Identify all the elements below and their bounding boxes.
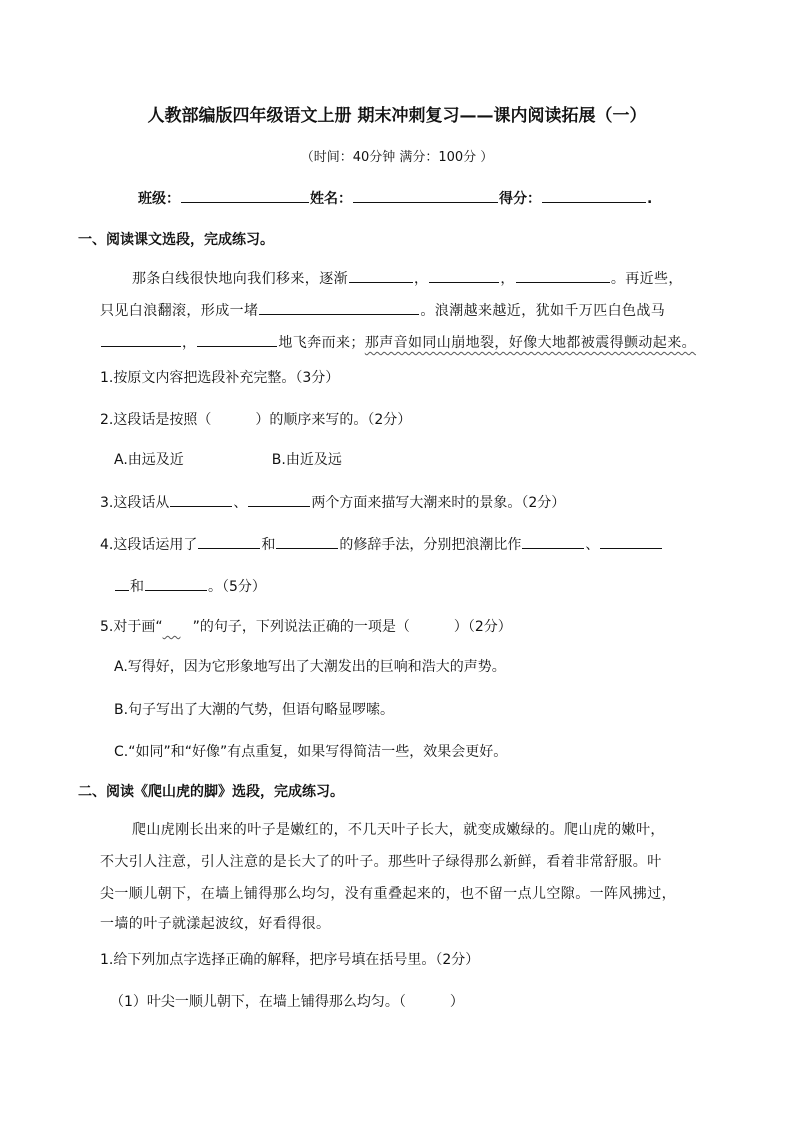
section2-question-1: 1.给下列加点字选择正确的解释，把序号填在括号里。（2分） [100,952,480,968]
question-2-options [114,450,342,470]
question-4 [100,534,663,555]
section2-passage-line-4: 一墙的叶子就漾起波纹，好看得很。 [100,916,331,932]
passage-text: 只见白浪翻滚，形成一堵 [100,303,259,319]
question-text: 、 [233,495,248,511]
class-label: 班级： [138,191,180,207]
student-info-row [138,188,652,209]
section2-heading: 二、阅读《爬山虎的脚》选段，完成练习。 [78,784,344,800]
question-text: 5.对于画“ [100,619,163,635]
page-title: 人教部编版四年级语文上册 期末冲刺复习——课内阅读拓展（一） [147,106,647,126]
passage-blank-2[interactable] [429,268,499,283]
answer-blank[interactable] [115,576,129,591]
question-text: ”的句子，下列说法正确的一项是（ [192,619,410,635]
question-text: 的修辞手法，分别把浪潮比作 [339,537,522,553]
score-field[interactable] [542,188,646,203]
question-text: 2.这段话是按照（ [100,412,212,428]
option-b: B.由近及远 [271,452,342,468]
question-2 [100,410,411,430]
answer-blank[interactable] [600,534,662,549]
answer-blank[interactable] [170,492,232,507]
name-field[interactable] [353,188,498,203]
answer-blank[interactable] [248,492,310,507]
question-text: ） [449,994,464,1010]
question-text: 4.这段话运用了 [100,537,198,553]
question-text: ）（2分） [453,619,512,635]
passage-comma: ， [500,271,515,287]
section2-passage-line-3: 尖一顺儿朝下，在墙上铺得那么均匀，没有重叠起来的，也不留一点儿空隙。一阵风拂过， [100,886,676,902]
section2-passage-line-1: 爬山虎刚长出来的叶子是嫩红的，不几天叶子长大，就变成嫩绿的。爬山虎的嫩叶， [132,822,665,838]
passage-comma: ， [414,271,429,287]
question-text: 和 [130,579,144,595]
answer-blank[interactable] [276,534,338,549]
question-3 [100,492,565,513]
passage-comma: ， [182,335,197,351]
wavy-mark-sample [163,617,193,637]
passage-blank-6[interactable] [197,332,277,347]
question-5-option-a: A.写得好，因为它形象地写出了大潮发出的巨响和浩大的声势。 [114,659,506,675]
section1-passage-line-2 [100,300,665,321]
answer-blank[interactable] [198,534,260,549]
passage-text: 那条白线很快地向我们移来，逐渐 [132,271,348,287]
question-5-option-b: B.句子写出了大潮的气势，但语句略显啰嗦。 [114,702,395,718]
question-text: 两个方面来描写大潮来时的景象。（2分） [311,495,566,511]
passage-text: 。浪潮越来越近，犹如千万匹白色战马 [420,303,666,319]
class-field[interactable] [181,188,309,203]
score-label: 得分： [499,191,541,207]
question-4-line-2 [114,576,266,597]
answer-blank[interactable] [145,576,207,591]
section1-passage-line-1 [132,268,683,289]
section2-question-1-sub-1 [110,992,464,1012]
question-text: 、 [585,537,600,553]
question-1: 1.按原文内容把选段补充完整。（3分） [100,370,340,386]
passage-text: 。再近些， [610,271,683,287]
section1-heading: 一、阅读课文选段，完成练习。 [78,232,274,248]
question-5 [100,617,512,637]
answer-blank[interactable] [522,534,584,549]
section1-passage-line-3 [100,332,696,353]
question-text: 3.这段话从 [100,495,170,511]
question-text: （1）叶尖一顺儿朝下，在墙上铺得那么均匀。（ [110,994,406,1010]
passage-text: 地飞奔而来； [278,335,365,351]
question-5-option-c: C.“如同”和“好像”有点重复，如果写得简洁一些，效果会更好。 [114,744,508,760]
name-label: 姓名： [310,191,352,207]
passage-blank-3[interactable] [516,268,610,283]
wavy-underlined-sentence: 那声音如同山崩地裂，好像大地都被震得颤动起来。 [364,335,697,351]
question-text: 。（5分） [208,579,266,595]
passage-blank-4[interactable] [259,300,419,315]
question-text: ）的顺序来写的。（2分） [255,412,412,428]
exam-time-score: （时间：40分钟 满分：100分 ） [300,150,494,165]
end-dot: . [647,191,653,207]
passage-blank-5[interactable] [101,332,181,347]
section2-passage-line-2: 不大引人注意，引人注意的是长大了的叶子。那些叶子绿得那么新鲜，看着非常舒服。叶 [100,854,662,870]
passage-blank-1[interactable] [349,268,413,283]
option-a: A.由远及近 [114,452,184,468]
question-text: 和 [261,537,276,553]
